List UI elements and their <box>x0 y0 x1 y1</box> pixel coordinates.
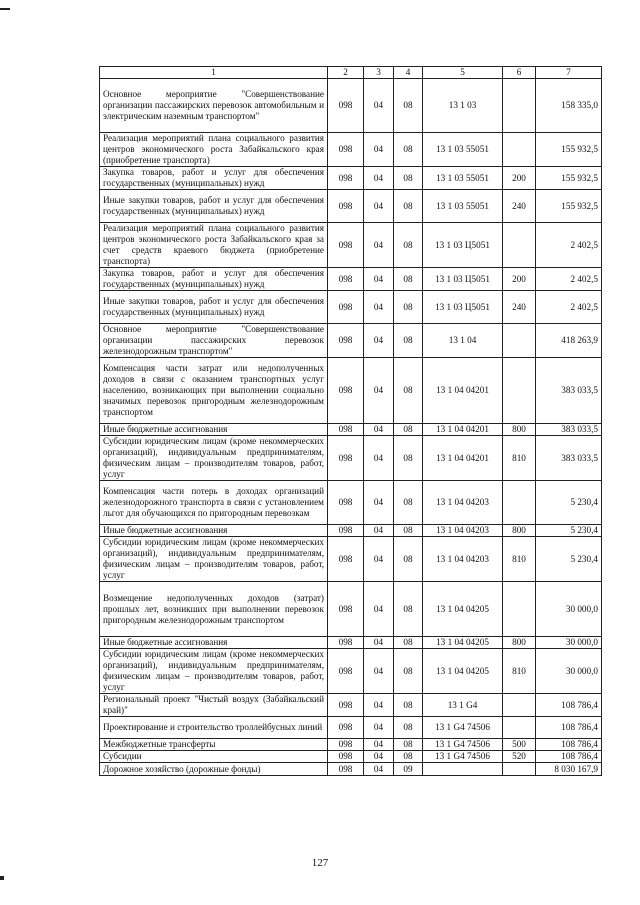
row-subsection-code: 08 <box>394 358 423 424</box>
row-target-code: 13 1 03 Ц5051 <box>423 223 503 268</box>
row-admin-code: 098 <box>328 763 364 776</box>
row-section-code: 04 <box>364 637 394 649</box>
row-section-code: 04 <box>364 79 394 133</box>
table-row <box>100 481 602 525</box>
row-name-cell: Закупка товаров, работ и услуг для обеспечения государственных (муниципальных) нужд <box>100 167 328 190</box>
row-name-cell: Субсидии <box>100 751 328 763</box>
row-amount: 30 000,0 <box>536 637 602 649</box>
row-amount: 30 000,0 <box>536 582 602 637</box>
row-subsection-code: 08 <box>394 649 423 694</box>
row-amount: 108 786,4 <box>536 694 602 717</box>
row-admin-code: 098 <box>328 537 364 582</box>
table-row <box>100 637 602 649</box>
row-target-code <box>423 763 503 776</box>
row-admin-code: 098 <box>328 291 364 324</box>
row-expense-kind <box>503 133 536 167</box>
row-admin-code: 098 <box>328 358 364 424</box>
row-admin-code: 098 <box>328 717 364 739</box>
row-subsection-code: 08 <box>394 291 423 324</box>
row-target-code: 13 1 03 Ц5051 <box>423 268 503 291</box>
table-row <box>100 582 602 637</box>
row-section-code: 04 <box>364 481 394 525</box>
row-admin-code: 098 <box>328 268 364 291</box>
header-col-5: 5 <box>423 67 503 79</box>
row-amount: 383 033,5 <box>536 424 602 436</box>
row-target-code: 13 1 03 Ц5051 <box>423 291 503 324</box>
row-section-code: 04 <box>364 694 394 717</box>
row-section-code: 04 <box>364 582 394 637</box>
row-name-cell: Компенсация части затрат или недополученных доходов в связи с оказанием транспортных услуг населению, возникающих при выполнении социально значимых перевозок пригородным железнодорожным транспортом <box>100 358 328 424</box>
row-subsection-code: 08 <box>394 637 423 649</box>
row-expense-kind: 800 <box>503 637 536 649</box>
row-section-code: 04 <box>364 291 394 324</box>
row-name-cell: Закупка товаров, работ и услуг для обеспечения государственных (муниципальных) нужд <box>100 268 328 291</box>
scan-edge-mark <box>0 8 10 10</box>
header-col-2: 2 <box>328 67 364 79</box>
row-expense-kind <box>503 717 536 739</box>
row-amount: 30 000,0 <box>536 649 602 694</box>
row-admin-code: 098 <box>328 751 364 763</box>
row-subsection-code: 08 <box>394 751 423 763</box>
row-target-code: 13 1 04 04205 <box>423 649 503 694</box>
row-expense-kind: 520 <box>503 751 536 763</box>
row-subsection-code: 08 <box>394 167 423 190</box>
row-name-cell: Субсидии юридическим лицам (кроме некоммерческих организаций), индивидуальным предпринимателям, физическим лицам – производителям товаров, работ, услуг <box>100 649 328 694</box>
budget-table <box>99 66 602 776</box>
row-amount: 155 932,5 <box>536 190 602 223</box>
row-expense-kind: 800 <box>503 424 536 436</box>
row-name-cell: Основное мероприятие "Совершенствование организации пассажирских перевозок железнодорожным транспортом" <box>100 324 328 358</box>
row-target-code: 13 1 04 04205 <box>423 637 503 649</box>
row-section-code: 04 <box>364 324 394 358</box>
row-name-cell: Компенсация части потерь в доходах организаций железнодорожного транспорта в связи с установлением льгот для обучающихся по пригородным перевозкам <box>100 481 328 525</box>
table-row <box>100 167 602 190</box>
row-amount: 383 033,5 <box>536 436 602 481</box>
table-row <box>100 358 602 424</box>
row-subsection-code: 08 <box>394 190 423 223</box>
row-admin-code: 098 <box>328 167 364 190</box>
row-subsection-code: 08 <box>394 582 423 637</box>
table-row <box>100 751 602 763</box>
table-body <box>100 67 602 776</box>
row-section-code: 04 <box>364 739 394 751</box>
table-row <box>100 739 602 751</box>
row-name-cell: Региональный проект "Чистый воздух (Забайкальский край)" <box>100 694 328 717</box>
row-target-code: 13 1 04 04203 <box>423 481 503 525</box>
row-admin-code: 098 <box>328 739 364 751</box>
table-row <box>100 79 602 133</box>
row-target-code: 13 1 G4 <box>423 694 503 717</box>
row-target-code: 13 1 04 04201 <box>423 436 503 481</box>
row-admin-code: 098 <box>328 649 364 694</box>
row-admin-code: 098 <box>328 525 364 537</box>
row-target-code: 13 1 G4 74506 <box>423 717 503 739</box>
row-amount: 158 335,0 <box>536 79 602 133</box>
row-name-cell: Основное мероприятие "Совершенствование организации пассажирских перевозок автомобильным и электрическим наземным транспортом" <box>100 79 328 133</box>
row-expense-kind <box>503 79 536 133</box>
row-subsection-code: 08 <box>394 525 423 537</box>
row-expense-kind: 800 <box>503 525 536 537</box>
row-admin-code: 098 <box>328 481 364 525</box>
row-target-code: 13 1 04 04203 <box>423 537 503 582</box>
row-section-code: 04 <box>364 717 394 739</box>
table-header-row <box>100 67 602 79</box>
row-amount: 155 932,5 <box>536 133 602 167</box>
row-amount: 418 263,9 <box>536 324 602 358</box>
row-expense-kind: 810 <box>503 436 536 481</box>
header-col-4: 4 <box>394 67 423 79</box>
header-col-1: 1 <box>100 67 328 79</box>
table-row <box>100 717 602 739</box>
row-section-code: 04 <box>364 424 394 436</box>
row-expense-kind <box>503 324 536 358</box>
row-target-code: 13 1 04 <box>423 324 503 358</box>
row-name-cell: Межбюджетные трансферты <box>100 739 328 751</box>
row-name-cell: Иные бюджетные ассигнования <box>100 637 328 649</box>
scan-edge-mark <box>0 876 4 880</box>
row-name-cell: Иные закупки товаров, работ и услуг для обеспечения государственных (муниципальных) нужд <box>100 190 328 223</box>
row-section-code: 04 <box>364 763 394 776</box>
table-row <box>100 324 602 358</box>
row-amount: 2 402,5 <box>536 291 602 324</box>
table-row <box>100 268 602 291</box>
row-subsection-code: 08 <box>394 79 423 133</box>
table-row <box>100 190 602 223</box>
row-section-code: 04 <box>364 649 394 694</box>
row-amount: 2 402,5 <box>536 268 602 291</box>
row-target-code: 13 1 04 04203 <box>423 525 503 537</box>
row-section-code: 04 <box>364 167 394 190</box>
row-name-cell: Проектирование и строительство троллейбусных линий <box>100 717 328 739</box>
row-subsection-code: 08 <box>394 694 423 717</box>
row-expense-kind <box>503 358 536 424</box>
table-row <box>100 537 602 582</box>
row-amount: 108 786,4 <box>536 751 602 763</box>
row-admin-code: 098 <box>328 190 364 223</box>
row-subsection-code: 09 <box>394 763 423 776</box>
row-expense-kind: 500 <box>503 739 536 751</box>
row-admin-code: 098 <box>328 424 364 436</box>
row-amount: 5 230,4 <box>536 481 602 525</box>
row-target-code: 13 1 04 04201 <box>423 358 503 424</box>
row-expense-kind: 240 <box>503 291 536 324</box>
row-name-cell: Дорожное хозяйство (дорожные фонды) <box>100 763 328 776</box>
row-amount: 5 230,4 <box>536 537 602 582</box>
row-expense-kind <box>503 481 536 525</box>
table-row <box>100 694 602 717</box>
row-subsection-code: 08 <box>394 739 423 751</box>
row-target-code: 13 1 04 04201 <box>423 424 503 436</box>
row-admin-code: 098 <box>328 436 364 481</box>
row-target-code: 13 1 04 04205 <box>423 582 503 637</box>
row-expense-kind: 200 <box>503 268 536 291</box>
row-section-code: 04 <box>364 537 394 582</box>
row-amount: 2 402,5 <box>536 223 602 268</box>
row-subsection-code: 08 <box>394 268 423 291</box>
table-row <box>100 424 602 436</box>
row-expense-kind: 810 <box>503 537 536 582</box>
row-target-code: 13 1 03 55051 <box>423 190 503 223</box>
row-admin-code: 098 <box>328 324 364 358</box>
row-expense-kind <box>503 763 536 776</box>
row-name-cell: Иные закупки товаров, работ и услуг для обеспечения государственных (муниципальных) нужд <box>100 291 328 324</box>
row-admin-code: 098 <box>328 79 364 133</box>
row-subsection-code: 08 <box>394 223 423 268</box>
header-col-7: 7 <box>536 67 602 79</box>
table-row <box>100 525 602 537</box>
row-target-code: 13 1 03 55051 <box>423 133 503 167</box>
row-amount: 383 033,5 <box>536 358 602 424</box>
row-expense-kind: 200 <box>503 167 536 190</box>
row-expense-kind <box>503 582 536 637</box>
table-row <box>100 436 602 481</box>
row-admin-code: 098 <box>328 223 364 268</box>
row-amount: 5 230,4 <box>536 525 602 537</box>
row-name-cell: Иные бюджетные ассигнования <box>100 525 328 537</box>
row-subsection-code: 08 <box>394 717 423 739</box>
row-target-code: 13 1 03 55051 <box>423 167 503 190</box>
row-expense-kind: 240 <box>503 190 536 223</box>
row-section-code: 04 <box>364 525 394 537</box>
row-admin-code: 098 <box>328 694 364 717</box>
table-row <box>100 133 602 167</box>
row-target-code: 13 1 03 <box>423 79 503 133</box>
row-admin-code: 098 <box>328 582 364 637</box>
row-name-cell: Реализация мероприятий плана социального развития центров экономического роста Забайкальского края за счет средств краевого бюджета (приобретение транспорта) <box>100 223 328 268</box>
table-row <box>100 649 602 694</box>
table-row <box>100 291 602 324</box>
row-section-code: 04 <box>364 436 394 481</box>
row-amount: 8 030 167,9 <box>536 763 602 776</box>
row-name-cell: Иные бюджетные ассигнования <box>100 424 328 436</box>
row-section-code: 04 <box>364 358 394 424</box>
row-section-code: 04 <box>364 268 394 291</box>
header-col-3: 3 <box>364 67 394 79</box>
row-section-code: 04 <box>364 223 394 268</box>
row-subsection-code: 08 <box>394 481 423 525</box>
row-section-code: 04 <box>364 751 394 763</box>
row-amount: 108 786,4 <box>536 717 602 739</box>
row-subsection-code: 08 <box>394 436 423 481</box>
row-admin-code: 098 <box>328 133 364 167</box>
row-section-code: 04 <box>364 190 394 223</box>
row-expense-kind <box>503 694 536 717</box>
row-amount: 108 786,4 <box>536 739 602 751</box>
row-subsection-code: 08 <box>394 537 423 582</box>
row-target-code: 13 1 G4 74506 <box>423 751 503 763</box>
row-name-cell: Субсидии юридическим лицам (кроме некоммерческих организаций), индивидуальным предпринимателям, физическим лицам – производителям товаров, работ, услуг <box>100 436 328 481</box>
row-subsection-code: 08 <box>394 324 423 358</box>
row-amount: 155 932,5 <box>536 167 602 190</box>
table-row <box>100 223 602 268</box>
row-name-cell: Возмещение недополученных доходов (затрат) прошлых лет, возникших при выполнении перевозок пригородным железнодорожным транспортом <box>100 582 328 637</box>
table-row <box>100 763 602 776</box>
header-col-6: 6 <box>503 67 536 79</box>
row-target-code: 13 1 G4 74506 <box>423 739 503 751</box>
page-number: 127 <box>311 857 329 869</box>
row-expense-kind <box>503 223 536 268</box>
row-admin-code: 098 <box>328 637 364 649</box>
row-name-cell: Субсидии юридическим лицам (кроме некоммерческих организаций), индивидуальным предпринимателям, физическим лицам – производителям товаров, работ, услуг <box>100 537 328 582</box>
row-name-cell: Реализация мероприятий плана социального развития центров экономического роста Забайкальского края (приобретение транспорта) <box>100 133 328 167</box>
row-expense-kind: 810 <box>503 649 536 694</box>
row-section-code: 04 <box>364 133 394 167</box>
row-subsection-code: 08 <box>394 133 423 167</box>
row-subsection-code: 08 <box>394 424 423 436</box>
